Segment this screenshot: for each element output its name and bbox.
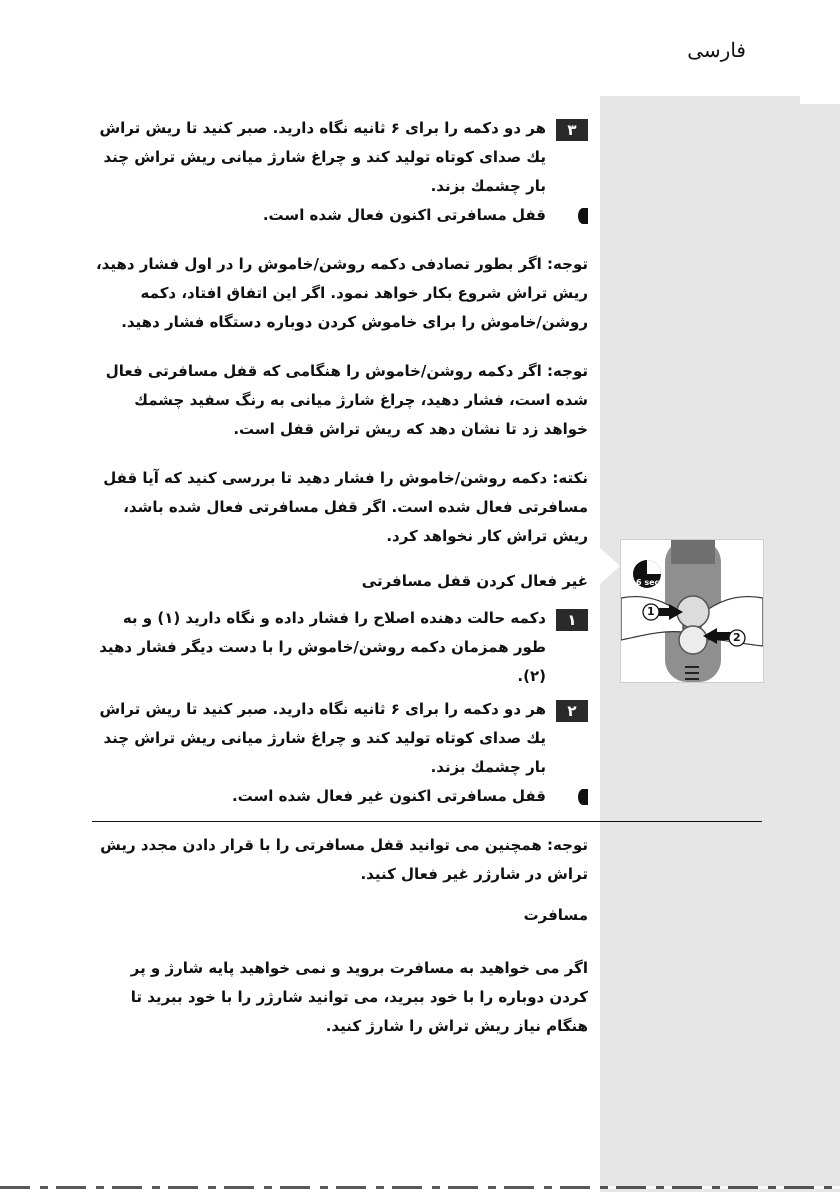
step-text: هر دو دکمه را برای ۶ ثانیه نگاه دارید. صبر کنید تا ریش تراش یك صدای كوتاه تولید کند و چراغ شارژ میانی ریش تراش چند بار چشمك بزند. (99, 119, 546, 195)
language-label: فارسی (687, 38, 746, 62)
shaver-illustration (620, 539, 764, 683)
crop-marks (0, 1186, 840, 1189)
timer-label: 6 sec (636, 578, 660, 587)
step-3 (92, 114, 588, 201)
result-bullet-icon (578, 208, 588, 224)
step-number: ۲ (556, 700, 588, 722)
main-content (92, 114, 588, 1041)
result-text: قفل مسافرتی اکنون غیر فعال شده است. (231, 787, 546, 805)
step-2 (92, 695, 588, 782)
step-text: دكمه حالت دهنده اصلاح را فشار داده و نگاه دارید (۱) و به طور همزمان دکمه روشن/خاموش را با دست دیگر فشار دهید (۲). (99, 609, 546, 685)
illustration-pointer (600, 548, 620, 584)
heading-travel: مسافرت (523, 906, 588, 924)
step-text: هر دو دکمه را برای ۶ ثانیه نگاه دارید. صبر کنید تا ریش تراش یك صدای كوتاه تولید کند و چراغ شارژ میانی ریش تراش چند بار چشمك بزند. (99, 700, 546, 776)
callout-2: 2 (733, 631, 741, 644)
step-number: ۱ (556, 609, 588, 631)
note-charger-deactivate: توجه: همچنین می توانید قفل مسافرتی را با قرار دادن مجدد ریش تراش در شارژر غیر فعال کنید. (100, 836, 588, 883)
result-bullet-icon (578, 789, 588, 805)
result-text: قفل مسافرتی اکنون فعال شده است. (262, 206, 546, 224)
shaver-drawing (621, 540, 763, 682)
step-number: ۳ (556, 119, 588, 141)
tip-check-lock: نكته: دکمه روشن/خاموش را فشار دهید تا بررسی کنید که آیا قفل مسافرتی فعال شده است. اگر قفل مسافرتی فعال شده باشد، ریش تراش کار نخواهد کرد. (103, 469, 588, 545)
travel-text: اگر می خواهید به مسافرت بروید و نمی خواهید پایه شارژ و پر کردن دوباره را با خود ببرید، می توانید شارژر را با خود ببرید تا هنگام نیاز ریش تراش را شارژ کنید. (130, 959, 588, 1035)
result-lock-active (92, 201, 588, 230)
step-1 (92, 604, 588, 691)
section-divider (92, 821, 762, 822)
callout-1: 1 (647, 605, 655, 618)
heading-deactivate-lock: غیر فعال کردن قفل مسافرتی (361, 572, 588, 590)
note-lock-indicator: توجه: اگر دکمه روشن/خاموش را هنگامی که قفل مسافرتی فعال شده است، فشار دهید، چراغ شارژ میانی به رنگ سفید چشمك خواهد زد تا نشان دهد كه ریش تراش قفل است. (105, 362, 588, 438)
result-lock-inactive (92, 782, 588, 811)
note-accidental-press: توجه: اگر بطور تصادفی دكمه روشن/خاموش را در اول فشار دهید، ریش تراش شروع بكار خواهد نمود. اگر این اتفاق افتاد، دكمه روشن/خاموش را برای خاموش كردن دوباره دستگاه فشار دهید. (95, 255, 588, 331)
